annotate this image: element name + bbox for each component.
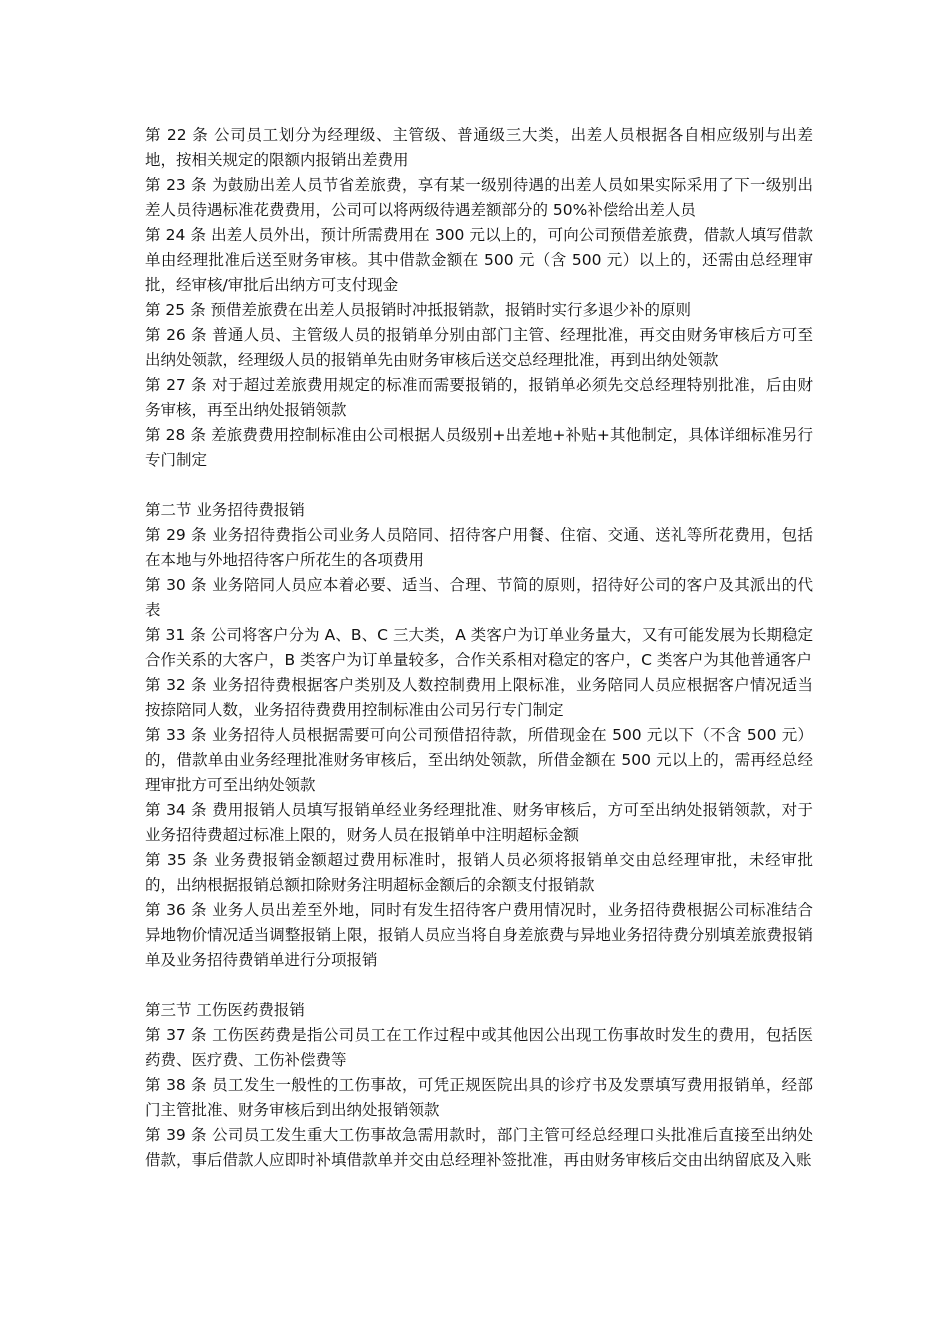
article-27: 第 27 条 对于超过差旅费用规定的标准而需要报销的，报销单必须先交总经理特别批准，后由财务审核，再至出纳处报销领款 (145, 376, 813, 419)
article-36: 第 36 条 业务人员出差至外地，同时有发生招待客户费用情况时，业务招待费根据公司标准结合异地物价情况适当调整报销上限，报销人员应当将自身差旅费与异地业务招待费分别填差旅费报销单及业务招待费销单进行分项报销 (145, 901, 813, 969)
article-23: 第 23 条 为鼓励出差人员节省差旅费，享有某一级别待遇的出差人员如果实际采用了下一级别出差人员待遇标准花费费用，公司可以将两级待遇差额部分的 50%补偿给出差人员 (145, 176, 813, 219)
section-3-title: 第三节 工伤医药费报销 (145, 1001, 305, 1019)
article-24: 第 24 条 出差人员外出，预计所需费用在 300 元以上的，可向公司预借差旅费，借款人填写借款单由经理批准后送至财务审核。其中借款金额在 500 元（含 500 元）以上的，还需由总经理审批，经审核/审批后出纳方可支付现金 (145, 226, 813, 294)
spacer (145, 973, 813, 998)
article-39: 第 39 条 公司员工发生重大工伤事故急需用款时，部门主管可经总经理口头批准后直接至出纳处借款，事后借款人应即时补填借款单并交由总经理补签批准，再由财务审核后交由出纳留底及入账 (145, 1126, 813, 1169)
article-33: 第 33 条 业务招待人员根据需要可向公司预借招待款，所借现金在 500 元以下（不含 500 元）的，借款单由业务经理批准财务审核后，至出纳处领款，所借金额在 500 元以上的，需再经总经理审批方可至出纳处领款 (145, 726, 813, 794)
article-31: 第 31 条 公司将客户分为 A、B、C 三大类，A 类客户为订单业务量大，又有可能发展为长期稳定合作关系的大客户，B 类客户为订单量较多，合作关系相对稳定的客户，C 类客户为其他普通客户 (145, 626, 813, 669)
article-34: 第 34 条 费用报销人员填写报销单经业务经理批准、财务审核后，方可至出纳处报销领款，对于业务招待费超过标准上限的，财务人员在报销单中注明超标金额 (145, 801, 813, 844)
article-38: 第 38 条 员工发生一般性的工伤事故，可凭正规医院出具的诊疗书及发票填写费用报销单，经部门主管批准、财务审核后到出纳处报销领款 (145, 1076, 813, 1119)
article-22: 第 22 条 公司员工划分为经理级、主管级、普通级三大类，出差人员根据各自相应级别与出差地，按相关规定的限额内报销出差费用 (145, 126, 813, 169)
article-32: 第 32 条 业务招待费根据客户类别及人数控制费用上限标准，业务陪同人员应根据客户情况适当按捺陪同人数，业务招待费费用控制标准由公司另行专门制定 (145, 676, 813, 719)
spacer (145, 473, 813, 498)
article-30: 第 30 条 业务陪同人员应本着必要、适当、合理、节简的原则，招待好公司的客户及其派出的代表 (145, 576, 813, 619)
article-25: 第 25 条 预借差旅费在出差人员报销时冲抵报销款，报销时实行多退少补的原则 (145, 301, 692, 319)
section-2-title: 第二节 业务招待费报销 (145, 501, 305, 519)
article-28: 第 28 条 差旅费费用控制标准由公司根据人员级别+出差地+补贴+其他制定，具体详细标准另行专门制定 (145, 426, 813, 469)
article-35: 第 35 条 业务费报销金额超过费用标准时，报销人员必须将报销单交由总经理审批，未经审批的，出纳根据报销总额扣除财务注明超标金额后的余额支付报销款 (145, 851, 813, 894)
article-29: 第 29 条 业务招待费指公司业务人员陪同、招待客户用餐、住宿、交通、送礼等所花费用，包括在本地与外地招待客户所花生的各项费用 (145, 526, 813, 569)
article-37: 第 37 条 工伤医药费是指公司员工在工作过程中或其他因公出现工伤事故时发生的费用，包括医药费、医疗费、工伤补偿费等 (145, 1026, 813, 1069)
article-26: 第 26 条 普通人员、主管级人员的报销单分别由部门主管、经理批准，再交由财务审核后方可至出纳处领款，经理级人员的报销单先由财务审核后送交总经理批准，再到出纳处领款 (145, 326, 813, 369)
document-page (145, 123, 813, 1173)
